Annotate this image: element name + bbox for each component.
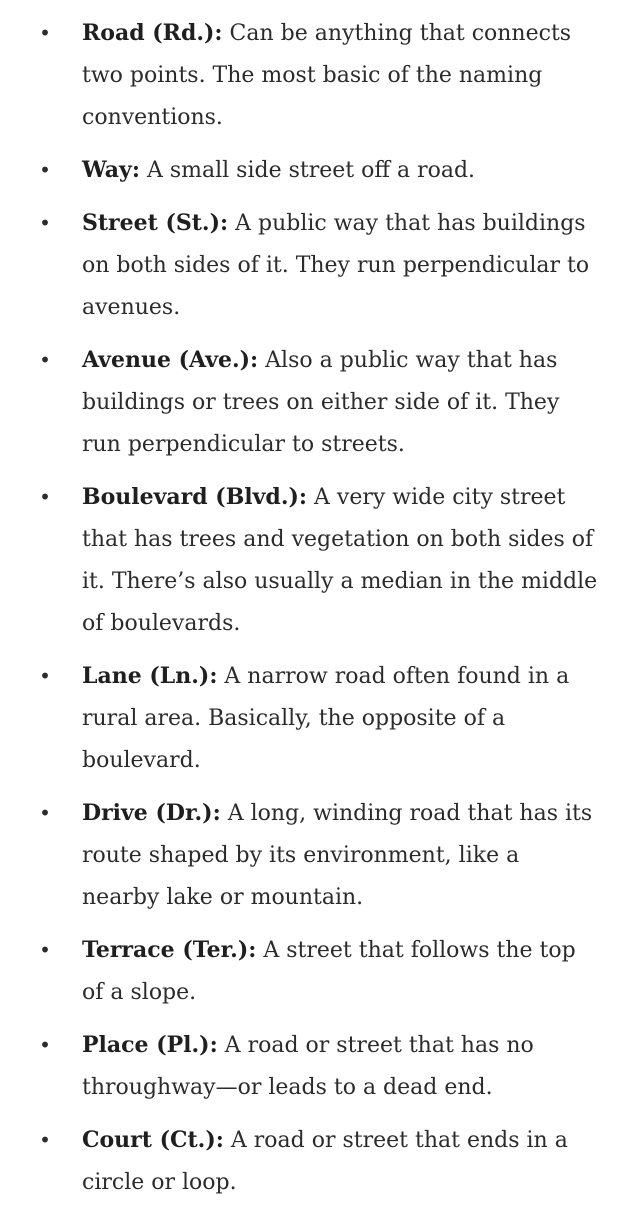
term-label: Place (Pl.): [82, 1032, 218, 1058]
list-item-avenue [0, 339, 626, 466]
bullet-icon: • [39, 158, 51, 182]
term-label: Boulevard (Blvd.): [82, 484, 308, 510]
list-item-lane [0, 655, 626, 782]
term-label: Road (Rd.): [82, 20, 223, 46]
list-item-court [0, 1119, 626, 1204]
list-item-drive [0, 792, 626, 919]
definition-text: A street that follows the top of a slope. [82, 938, 576, 1005]
definition-text: A small side street off a road. [139, 158, 476, 183]
definition-text: A very wide city street that has trees and vegetation on both sides of it. There’s also usually a median in the middle of boulevards. [82, 485, 598, 636]
list-item-place [0, 1024, 626, 1109]
definition-text: Also a public way that has buildings or trees on either side of it. They run perpendicular to streets. [82, 348, 560, 457]
definition-text: A narrow road often found in a rural area. Basically, the opposite of a boulevard. [82, 664, 570, 773]
definition-text: A road or street that ends in a circle or loop. [82, 1128, 568, 1195]
definition-text: A road or street that has no throughway—or leads to a dead end. [82, 1033, 534, 1100]
bullet-icon: • [39, 938, 51, 962]
definition-text: Can be anything that connects two points. The most basic of the naming conventions. [82, 21, 572, 130]
bullet-icon: • [39, 1033, 51, 1057]
bullet-icon: • [39, 21, 51, 45]
term-label: Terrace (Ter.): [82, 937, 257, 963]
bullet-icon: • [39, 664, 51, 688]
bullet-icon: • [39, 485, 51, 509]
bullet-icon: • [39, 801, 51, 825]
bullet-icon: • [39, 211, 51, 235]
road-types-list [0, 12, 626, 1214]
term-label: Drive (Dr.): [82, 800, 221, 826]
definition-text: A long, winding road that has its route shaped by its environment, like a nearby lake or mountain. [82, 801, 593, 910]
bullet-icon: • [39, 348, 51, 372]
term-label: Court (Ct.): [82, 1127, 224, 1153]
list-item-way [0, 149, 626, 192]
term-label: Way: [82, 157, 140, 183]
term-label: Street (St.): [82, 210, 229, 236]
definition-text: A public way that has buildings on both sides of it. They run perpendicular to avenues. [82, 211, 590, 320]
term-label: Lane (Ln.): [82, 663, 218, 689]
bullet-icon: • [39, 1128, 51, 1152]
list-item-street [0, 202, 626, 329]
list-item-road [0, 12, 626, 139]
list-item-boulevard [0, 476, 626, 645]
list-item-terrace [0, 929, 626, 1014]
term-label: Avenue (Ave.): [82, 347, 259, 373]
